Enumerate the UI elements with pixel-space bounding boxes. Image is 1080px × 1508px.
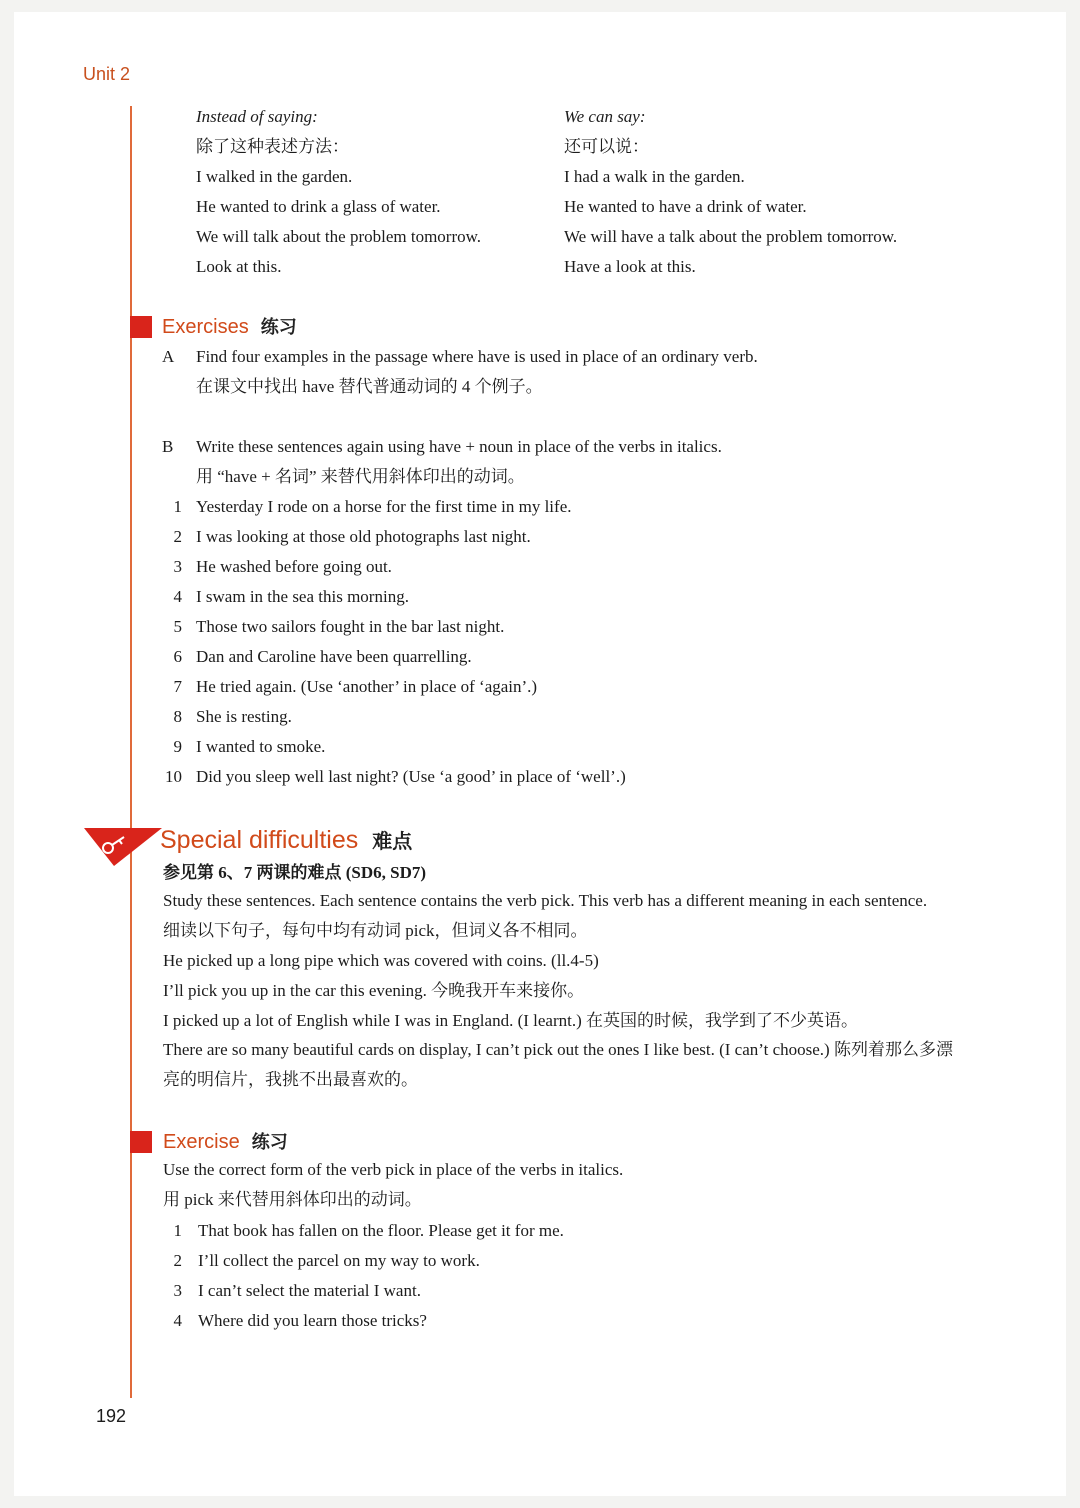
list-item: Did you sleep well last night? (Use ‘a good’ in place of ‘well’.) — [196, 767, 626, 786]
compare-left-line: Look at this. — [196, 257, 282, 276]
special-intro-zh: 细读以下句子，每句中均有动词 pick，但词义各不相同。 — [163, 921, 588, 940]
exercises-heading — [162, 314, 297, 340]
list-item: Yesterday I rode on a horse for the first time in my life. — [196, 497, 572, 516]
exercise-text: Use the correct form of the verb pick in place of the verbs in italics. — [163, 1160, 624, 1179]
list-item: I swam in the sea this morning. — [196, 587, 409, 606]
exercise-a-zh: 在课文中找出 have 替代普通动词的 4 个例子。 — [196, 377, 543, 396]
exercise-a-label: A — [162, 347, 175, 366]
example-sentence: He picked up a long pipe which was covered with coins. (ll.4-5) — [163, 951, 599, 970]
compare-left-title-zh: 除了这种表述方法： — [196, 137, 349, 156]
compare-left-title: Instead of saying: — [196, 107, 318, 126]
list-item: Where did you learn those tricks? — [198, 1311, 427, 1330]
unit-label: Unit 2 — [83, 64, 131, 84]
exercise-b-label: B — [162, 437, 174, 456]
exercises-title-zh: 练习 — [260, 317, 297, 337]
item-number: 4 — [173, 1311, 182, 1330]
compare-left-line: He wanted to drink a glass of water. — [196, 197, 441, 216]
item-number: 9 — [173, 737, 182, 756]
compare-right-line: I had a walk in the garden. — [564, 167, 745, 186]
exercise-a-text: Find four examples in the passage where have is used in place of an ordinary verb. — [196, 347, 758, 366]
example-sentence: I picked up a lot of English while I was in England. (I learnt.) 在英国的时候，我学到了不少英语。 — [163, 1011, 858, 1030]
special-heading — [160, 824, 412, 858]
item-number: 3 — [173, 1281, 182, 1300]
compare-right-line: We will have a talk about the problem tomorrow. — [564, 227, 898, 246]
section-marker — [130, 1131, 152, 1153]
exercise-title-zh: 练习 — [251, 1132, 288, 1152]
list-item: He washed before going out. — [196, 557, 392, 576]
item-number: 3 — [173, 557, 182, 576]
section-marker — [130, 316, 152, 338]
compare-right-title-zh: 还可以说： — [564, 137, 649, 156]
key-icon — [84, 826, 164, 868]
item-number: 4 — [173, 587, 182, 606]
exercises-title: Exercises — [162, 316, 249, 338]
item-number: 1 — [173, 1221, 182, 1240]
exercise-heading — [163, 1129, 288, 1155]
item-number: 6 — [173, 647, 182, 666]
list-item: He tried again. (Use ‘another’ in place of ‘again’.) — [196, 677, 538, 696]
compare-right-line: Have a look at this. — [564, 257, 696, 276]
list-item: I can’t select the material I want. — [198, 1281, 421, 1300]
exercise-b-text: Write these sentences again using have + noun in place of the verbs in italics. — [196, 437, 722, 456]
example-sentence-cont: 亮的明信片，我挑不出最喜欢的。 — [163, 1070, 418, 1089]
item-number: 10 — [165, 767, 182, 786]
item-number: 2 — [173, 527, 182, 546]
exercise-b-zh: 用 “have + 名词” 来替代用斜体印出的动词。 — [196, 467, 525, 486]
compare-right-title: We can say: — [564, 107, 646, 126]
page-number: 192 — [96, 1406, 127, 1426]
example-sentence: I’ll pick you up in the car this evening. 今晚我开车来接你。 — [163, 981, 585, 1000]
special-title-zh: 难点 — [372, 831, 413, 853]
special-intro: Study these sentences. Each sentence contains the verb pick. This verb has a different meaning in each sentence. — [163, 891, 928, 910]
special-ref: 参见第 6、7 两课的难点 (SD6, SD7) — [163, 863, 427, 882]
special-title: Special difficulties — [160, 826, 359, 854]
list-item: That book has fallen on the floor. Please get it for me. — [198, 1221, 564, 1240]
list-item: I was looking at those old photographs last night. — [196, 527, 531, 546]
list-item: I’ll collect the parcel on my way to work. — [198, 1251, 480, 1270]
item-number: 8 — [173, 707, 182, 726]
list-item: I wanted to smoke. — [196, 737, 326, 756]
list-item: Dan and Caroline have been quarrelling. — [196, 647, 472, 666]
exercise-title: Exercise — [163, 1131, 240, 1153]
item-number: 7 — [173, 677, 182, 696]
list-item: She is resting. — [196, 707, 292, 726]
exercise-text-zh: 用 pick 来代替用斜体印出的动词。 — [163, 1190, 422, 1209]
compare-left-line: I walked in the garden. — [196, 167, 353, 186]
compare-right-line: He wanted to have a drink of water. — [564, 197, 807, 216]
item-number: 2 — [173, 1251, 182, 1270]
item-number: 5 — [173, 617, 182, 636]
example-sentence: There are so many beautiful cards on display, I can’t pick out the ones I like best. (I can’t choose.) 陈列着那么多漂 — [163, 1040, 953, 1059]
item-number: 1 — [173, 497, 182, 516]
list-item: Those two sailors fought in the bar last night. — [196, 617, 505, 636]
margin-rule — [130, 106, 132, 1398]
compare-left-line: We will talk about the problem tomorrow. — [196, 227, 482, 246]
